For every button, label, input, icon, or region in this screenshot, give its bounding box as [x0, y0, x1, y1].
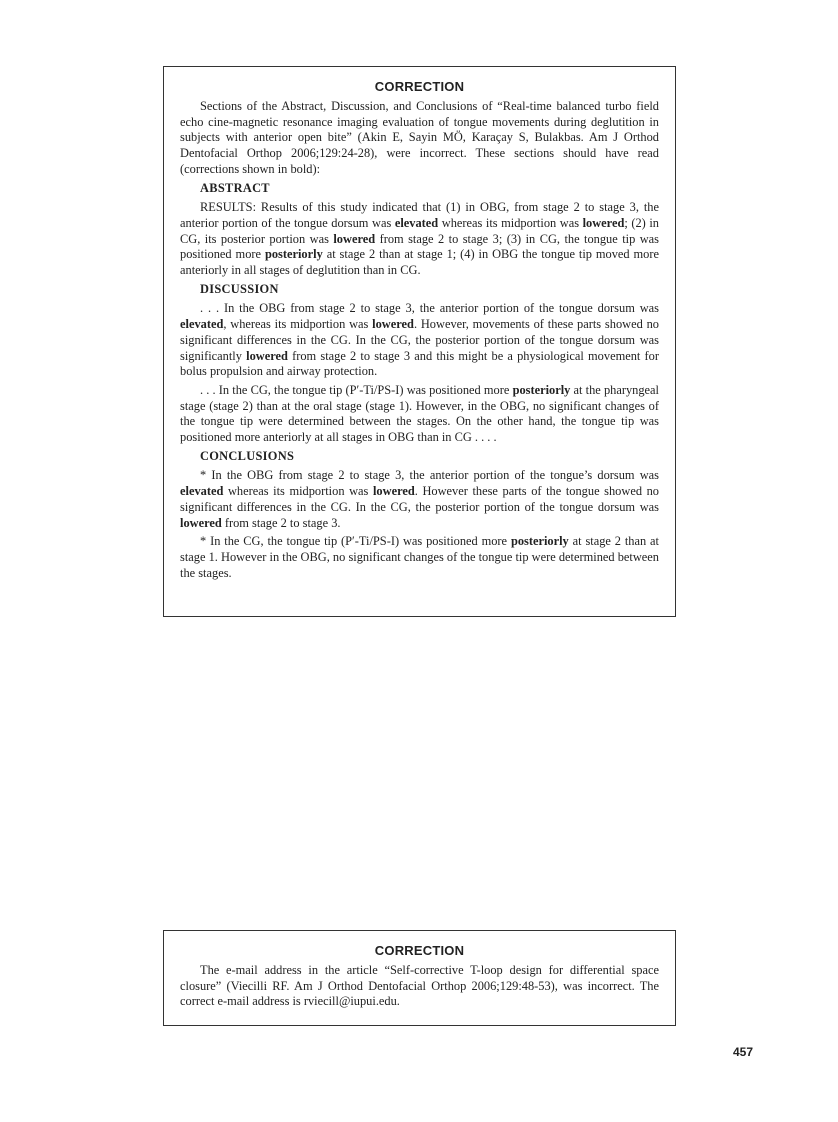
correction-heading: CORRECTION: [374, 943, 465, 958]
correction-intro: Sections of the Abstract, Discussion, and Conclusions of “Real-time balanced turbo field echo cine-magnetic resonance imaging evaluation of tongue movements during deglutition in subjects with anterior open bite” (Akin E, Sayin MÖ, Karaçay S, Bulakbas. Am J Orthod Dentofacial Orthop 2006;129:24-28), were incorrect. These sections should have read (corrections shown in bold):: [180, 99, 659, 176]
correction-box-2: [163, 930, 676, 1026]
conclusions-paragraph-1: * In the OBG from stage 2 to stage 3, the anterior portion of the tongue’s dorsum was elevated whereas its midportion was lowered. However these parts of the tongue showed no significant differences in the CG. In the CG, the posterior portion of the tongue dorsum was lowered from stage 2 to stage 3.: [180, 468, 660, 530]
conclusions-paragraph-2: * In the CG, the tongue tip (P′-Ti/PS-I) was positioned more posteriorly at stage 2 than at stage 1. However in the OBG, no significant changes of the tongue tip were determined between the stages.: [180, 534, 660, 580]
abstract-heading: ABSTRACT: [200, 180, 270, 195]
discussion-heading: DISCUSSION: [200, 281, 279, 296]
correction-heading: CORRECTION: [374, 79, 465, 94]
discussion-paragraph-2: . . . In the CG, the tongue tip (P′-Ti/PS-I) was positioned more posteriorly at the pharyngeal stage (stage 2) than at the oral stage (stage 1). However, in the OBG, no significant changes of the tongue tip were determined between the stages. On the other hand, the tongue tip was positioned more anteriorly at all stages in OBG than in CG . . . .: [180, 382, 659, 445]
conclusions-heading: CONCLUSIONS: [200, 448, 295, 463]
discussion-paragraph-1: . . . In the OBG from stage 2 to stage 3, the anterior portion of the tongue dorsum was elevated, whereas its midportion was lowered. However, movements of these parts showed no significant differences in the CG. In the CG, the posterior portion of the tongue dorsum was significantly lowered from stage 2 to stage 3 and this might be a physiological movement for bolus propulsion and airway protection.: [180, 301, 659, 379]
abstract-paragraph: RESULTS: Results of this study indicated that (1) in OBG, from stage 2 to stage 3, the anterior portion of the tongue dorsum was elevated whereas its midportion was lowered; (2) in CG, its posterior portion was lowered from stage 2 to stage 3; (3) in CG, the tongue tip was positioned more posteriorly at stage 2 than at stage 1; (4) in OBG the tongue tip moved more anteriorly in all stages of deglutition than in CG.: [180, 200, 660, 278]
correction-box-1: [163, 66, 676, 617]
correction-text: The e-mail address in the article “Self-corrective T-loop design for differential space closure” (Viecilli RF. Am J Orthod Dentofacial Orthop 2006;129:48-53), was incorrect. The correct e-mail address is rviecill@iupui.edu.: [180, 963, 659, 1009]
page-number: 457: [733, 1045, 754, 1059]
